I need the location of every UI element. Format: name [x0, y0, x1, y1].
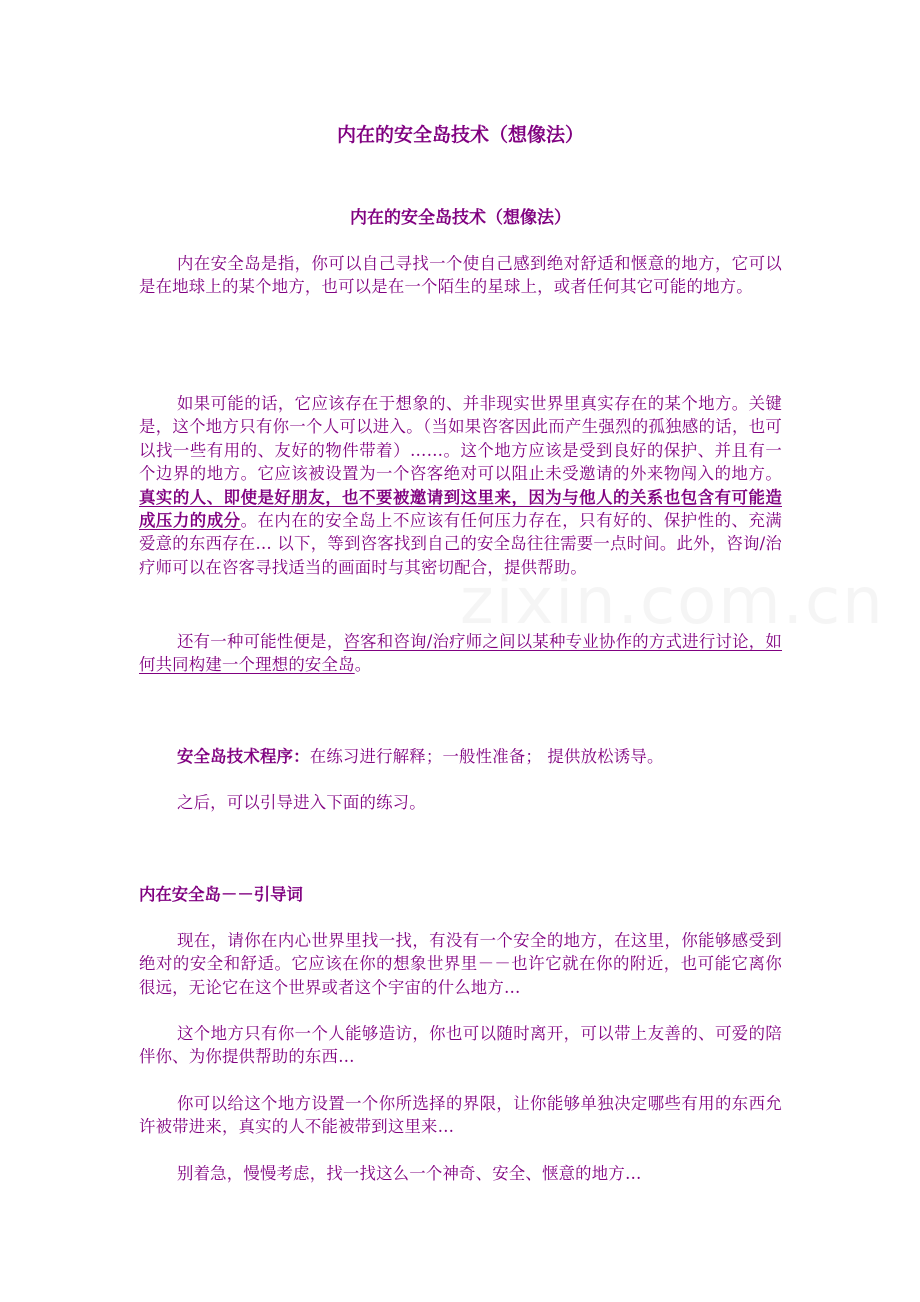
- description-text-b: 。在内在的安全岛上不应该有任何压力存在，只有好的、保护性的、充满爱意的东西存在… 以下，等到咨客找到自己的安全岛往往需要一点时间。此外，咨询/治疗师可以在咨客寻找适当的画面时与其密切配合，提供帮助。: [139, 511, 782, 577]
- alternative-paragraph: [139, 630, 782, 677]
- procedure-paragraph: [139, 745, 782, 768]
- procedure-text: 在练习进行解释；一般性准备； 提供放松诱导。: [309, 747, 664, 766]
- watermark: zixin.com.cn: [460, 565, 885, 639]
- intro-paragraph: 内在安全岛是指，你可以自己寻找一个使自己感到绝对舒适和惬意的地方，它可以是在地球上的某个地方，也可以是在一个陌生的星球上，或者任何其它可能的地方。: [139, 254, 782, 297]
- guide-paragraph-4: 别着急，慢慢考虑，找一找这么一个神奇、安全、惬意的地方…: [177, 1164, 642, 1183]
- description-emphasis: 真实的人、即使是好朋友，也不要被邀请到这里来，因为与他人的关系也包含有可能造成压力的成分: [139, 487, 782, 531]
- procedure-label: 安全岛技术程序：: [177, 747, 310, 766]
- alternative-underlined: 咨客和咨询/治疗师之间以某种专业协作的方式进行讨论，如何共同构建一个理想的安全岛: [139, 632, 783, 675]
- guide-heading: 内在安全岛－－引导词: [139, 885, 303, 904]
- description-text-a: 如果可能的话，它应该存在于想象的、并非现实世界里真实存在的某个地方。关键是，这个地方只有你一个人可以进入。（当如果咨客因此而产生强烈的孤独感的话，也可以找一些有用的、友好的物件带着）……。这个地方应该是受到良好的保护、并且有一个边界的地方。它应该被设置为一个咨客绝对可以阻止未受邀请的外来物闯入的地方。: [139, 394, 782, 484]
- description-paragraph: [139, 392, 782, 579]
- after-paragraph: 之后，可以引导进入下面的练习。: [177, 793, 426, 812]
- page-title: 内在的安全岛技术（想像法）: [336, 124, 584, 146]
- alternative-text-b: 。: [354, 655, 372, 675]
- alternative-text-a: 还有一种可能性便是，: [177, 632, 344, 651]
- section-title: 内在的安全岛技术（想像法）: [350, 208, 571, 228]
- guide-paragraph-3: 你可以给这个地方设置一个你所选择的界限，让你能够单独决定哪些有用的东西允许被带进来，真实的人不能被带到这里来…: [139, 1094, 782, 1137]
- guide-paragraph-1: 现在，请你在内心世界里找一找，有没有一个安全的地方，在这里，你能够感受到绝对的安全和舒适。它应该在你的想象世界里－－也许它就在你的附近，也可能它离你很远，无论它在这个世界或者这个宇宙的什么地方…: [139, 931, 782, 997]
- guide-paragraph-2: 这个地方只有你一个人能够造访，你也可以随时离开，可以带上友善的、可爱的陪伴你、为你提供帮助的东西…: [139, 1024, 782, 1067]
